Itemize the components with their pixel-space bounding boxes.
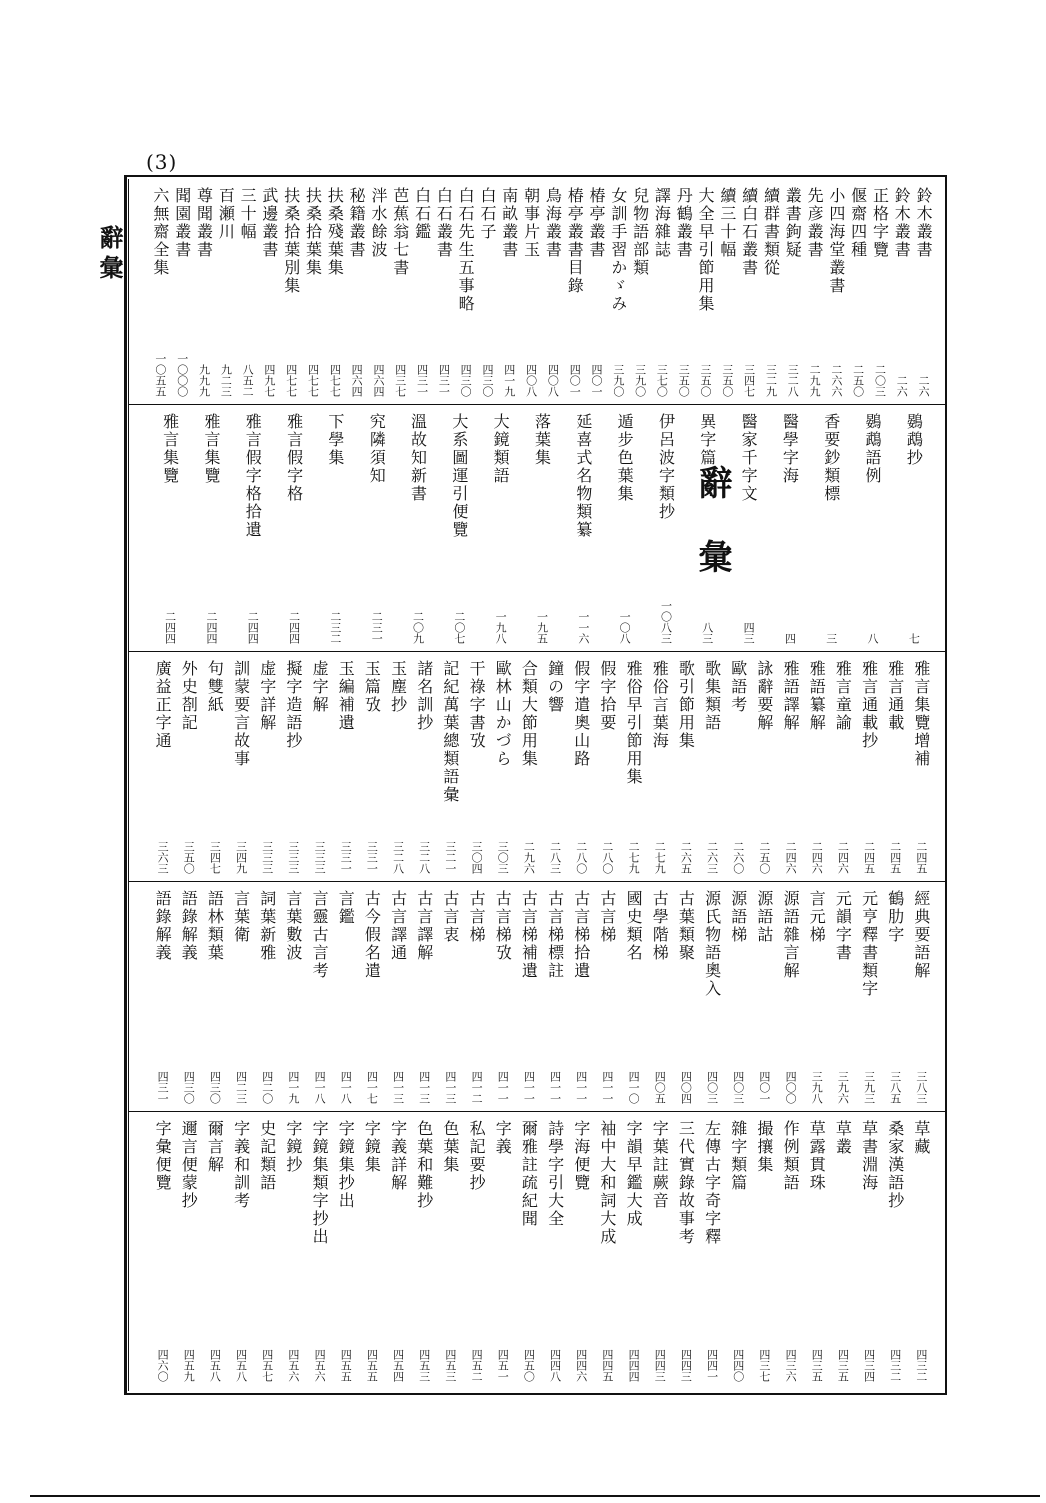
entry-title: 字義和訓考 bbox=[231, 1120, 251, 1210]
entry-title: 言鑑 bbox=[336, 890, 356, 926]
entry-title: 源語雜言解 bbox=[781, 890, 801, 980]
entry-title: 爾言解 bbox=[205, 1120, 225, 1174]
entry-page-number: 三四九 bbox=[234, 841, 248, 874]
entry-page-number: 三五〇 bbox=[677, 364, 691, 397]
entry-page-number: 四一七 bbox=[365, 1071, 379, 1104]
entry-page-number: 四三六 bbox=[784, 1349, 798, 1382]
entry-page-number: 四五八 bbox=[234, 1349, 248, 1382]
entry-title: 元韻字書 bbox=[833, 890, 853, 962]
entry-page-number: 四二三 bbox=[234, 1071, 248, 1104]
entry-page-number: 二四五 bbox=[888, 841, 902, 874]
entry-title: 香要鈔類標 bbox=[821, 413, 841, 503]
entry-title: 源氏物語奧入 bbox=[702, 890, 722, 998]
entry-page-number: 三八三 bbox=[914, 1071, 928, 1104]
index-band bbox=[128, 179, 945, 405]
entry-page-number: 二六五 bbox=[679, 841, 693, 874]
entry-page-number: 四〇一 bbox=[590, 364, 603, 397]
entry-title: 白石鑑 bbox=[412, 187, 432, 241]
entry-page-number: 四三一 bbox=[437, 364, 451, 397]
entry-page-number: 九二三 bbox=[219, 364, 233, 397]
entry-page-number: 三四七 bbox=[208, 841, 222, 874]
index-band bbox=[128, 405, 945, 652]
running-title: 辭彙 bbox=[95, 225, 124, 285]
entry-title: 南畝叢書 bbox=[499, 187, 519, 259]
entry-title: 遁步色葉集 bbox=[615, 413, 635, 503]
entry-page-number: 二〇七 bbox=[452, 611, 466, 644]
entry-page-number: 四五三 bbox=[417, 1349, 431, 1382]
entry-title: 字義 bbox=[493, 1120, 513, 1156]
entry-page-number: 三九三 bbox=[862, 1071, 876, 1104]
entry-title: 玉塵抄 bbox=[388, 660, 408, 714]
entry-page-number: 二九六 bbox=[522, 841, 536, 874]
entry-title: 鳥海叢書 bbox=[543, 187, 563, 259]
entry-page-number: 四五五 bbox=[365, 1349, 379, 1382]
entry-page-number: 四七七 bbox=[306, 364, 320, 397]
entry-page-number: 八三 bbox=[700, 622, 714, 644]
entry-title: 大系圖運引便覽 bbox=[449, 413, 469, 539]
entry-title: 古葉類聚 bbox=[676, 890, 696, 962]
entry-page-number: 三三三 bbox=[286, 841, 300, 874]
entry-page-number: 四一九 bbox=[502, 364, 516, 397]
entry-page-number: 二四五 bbox=[862, 841, 876, 874]
entry-page-number: 三三三 bbox=[313, 841, 327, 874]
index-band bbox=[128, 652, 945, 882]
entry-page-number: 四三 bbox=[742, 622, 756, 644]
entry-page-number: 八 bbox=[866, 633, 880, 644]
entry-title: 虚字詳解 bbox=[257, 660, 277, 732]
entry-page-number: 三八五 bbox=[888, 1071, 902, 1104]
entry-page-number: 二九九 bbox=[808, 364, 822, 397]
entry-page-number: 三五〇 bbox=[699, 364, 713, 397]
entry-page-number: 四〇八 bbox=[546, 364, 560, 397]
entry-page-number: 三五〇 bbox=[720, 364, 734, 397]
entry-page-number: 二〇三 bbox=[873, 364, 887, 397]
entry-page-number: 四七七 bbox=[328, 364, 342, 397]
entry-title: 元亨釋書類字 bbox=[859, 890, 879, 998]
entry-page-number: 四三一 bbox=[156, 1071, 170, 1104]
entry-title: 落葉集 bbox=[532, 413, 552, 467]
entry-title: 百瀬川 bbox=[216, 187, 236, 241]
entry-page-number: 一〇八 bbox=[618, 611, 632, 644]
entry-page-number: 三九六 bbox=[836, 1071, 850, 1104]
entry-title: 擬字造語抄 bbox=[283, 660, 303, 750]
entry-title: 古今假名遣 bbox=[362, 890, 382, 980]
entry-title: 古言梯 bbox=[597, 890, 617, 944]
entry-title: 六無齋全集 bbox=[150, 187, 170, 277]
entry-title: 扶桑拾葉集 bbox=[303, 187, 323, 277]
entry-title: 字海便覽 bbox=[571, 1120, 591, 1192]
entry-title: 鶴肋字 bbox=[885, 890, 905, 944]
entry-page-number: 二六 bbox=[895, 375, 909, 397]
entry-page-number: 七 bbox=[907, 633, 921, 644]
entry-page-number: 四一三 bbox=[391, 1071, 405, 1104]
entry-page-number: 二四四 bbox=[287, 611, 301, 644]
entry-page-number: 四四五 bbox=[600, 1349, 614, 1382]
entry-title: 朝事片玉 bbox=[521, 187, 541, 259]
entry-title: 外史剳記 bbox=[179, 660, 199, 732]
entry-page-number: 四九七 bbox=[262, 364, 276, 397]
entry-title: 白石先生五事略 bbox=[456, 187, 476, 313]
entry-page-number: 三三一 bbox=[339, 841, 353, 874]
entry-page-number: 二六三 bbox=[705, 841, 719, 874]
entry-page-number: 四一一 bbox=[574, 1071, 588, 1104]
entry-page-number: 四一三 bbox=[443, 1071, 457, 1104]
entry-title: 鈴木叢書 bbox=[914, 187, 934, 259]
entry-title: 雅言假字格拾遺 bbox=[243, 413, 263, 539]
entry-title: 假字遣奧山路 bbox=[571, 660, 591, 768]
entry-title: 雅言通載抄 bbox=[859, 660, 879, 750]
entry-title: 經典要語解 bbox=[911, 890, 931, 980]
entry-page-number: 四六〇 bbox=[156, 1349, 170, 1382]
entry-page-number: 四三二 bbox=[888, 1349, 902, 1382]
entry-title: 字彙便覽 bbox=[153, 1120, 173, 1192]
entry-page-number: 二〇九 bbox=[411, 611, 425, 644]
entry-title: 訓蒙要言故事 bbox=[231, 660, 251, 768]
entry-title: 源語詁 bbox=[754, 890, 774, 944]
entry-page-number: 四一〇 bbox=[627, 1071, 641, 1104]
entry-page-number: 四三〇 bbox=[459, 364, 473, 397]
entry-title: 字鏡集 bbox=[362, 1120, 382, 1174]
entry-page-number: 四〇〇 bbox=[784, 1071, 798, 1104]
entry-title: 兒物語部類 bbox=[630, 187, 650, 277]
entry-title: 武邊叢書 bbox=[259, 187, 279, 259]
entry-page-number: 四三一 bbox=[415, 364, 429, 397]
entry-page-number: 二六〇 bbox=[731, 841, 745, 874]
entry-title: 草叢 bbox=[833, 1120, 853, 1156]
entry-page-number: 一九八 bbox=[494, 611, 508, 644]
entry-title: 語林類葉 bbox=[205, 890, 225, 962]
entry-title: 歐林山かづら bbox=[493, 660, 513, 768]
entry-page-number: 四六四 bbox=[371, 364, 385, 397]
entry-page-number: 四四六 bbox=[574, 1349, 588, 1382]
entry-page-number: 二四五 bbox=[914, 841, 928, 874]
entry-title: 三代實錄故事考 bbox=[676, 1120, 696, 1246]
entry-page-number: 四五六 bbox=[313, 1349, 327, 1382]
entry-title: 續三十幅 bbox=[717, 187, 737, 259]
entry-page-number: 四二〇 bbox=[260, 1071, 274, 1104]
entry-page-number: 二七九 bbox=[653, 841, 667, 874]
entry-title: 歌引節用集 bbox=[676, 660, 696, 750]
entry-title: 言元梯 bbox=[807, 890, 827, 944]
entry-page-number: 四一三 bbox=[417, 1071, 431, 1104]
entry-page-number: 四五四 bbox=[391, 1349, 405, 1382]
entry-page-number: 四〇五 bbox=[653, 1071, 667, 1104]
entry-title: 異字篇 bbox=[697, 413, 717, 467]
page-number: (3) bbox=[146, 150, 178, 174]
entry-title: 色葉和難抄 bbox=[414, 1120, 434, 1210]
entry-title: 鐘の響 bbox=[545, 660, 565, 714]
entry-title: 扶桑拾葉別集 bbox=[281, 187, 301, 295]
entry-title: 大鏡類語 bbox=[491, 413, 511, 485]
entry-title: 椿亭叢書目錄 bbox=[565, 187, 585, 295]
entry-title: 字鏡集抄出 bbox=[336, 1120, 356, 1210]
entry-title: 歐語考 bbox=[728, 660, 748, 714]
entry-page-number: 四五七 bbox=[260, 1349, 274, 1382]
entry-page-number: 四三五 bbox=[836, 1349, 850, 1382]
entry-page-number: 四三七 bbox=[393, 364, 407, 397]
entry-title: 字葉註蕨音 bbox=[650, 1120, 670, 1210]
entry-title: 左傳古字奇字釋 bbox=[702, 1120, 722, 1246]
entry-title: 丹鶴叢書 bbox=[674, 187, 694, 259]
entry-title: 古言譯解 bbox=[414, 890, 434, 962]
entry-title: 古言梯補遺 bbox=[519, 890, 539, 980]
entry-title: 廣益正字通 bbox=[153, 660, 173, 750]
entry-page-number: 四三〇 bbox=[182, 1071, 196, 1104]
entry-title: 三十幅 bbox=[238, 187, 258, 241]
entry-page-number: 四〇一 bbox=[757, 1071, 771, 1104]
entry-title: 古言梯拾遺 bbox=[571, 890, 591, 980]
entry-title: 小四海堂叢書 bbox=[826, 187, 846, 295]
entry-title: 正格字覽 bbox=[870, 187, 890, 259]
entry-title: 鷃鵡抄 bbox=[904, 413, 924, 467]
entry-title: 秘籍叢書 bbox=[347, 187, 367, 259]
entry-page-number: 一〇五五 bbox=[153, 353, 167, 397]
entry-page-number: 二四六 bbox=[810, 841, 824, 874]
entry-title: 尊聞叢書 bbox=[194, 187, 214, 259]
entry-title: 椿亭叢書 bbox=[587, 187, 606, 259]
entry-page-number: 四一九 bbox=[286, 1071, 300, 1104]
entry-title: 雅語譯解 bbox=[781, 660, 801, 732]
entry-page-number: 四七七 bbox=[284, 364, 298, 397]
entry-title: 國史類名 bbox=[624, 890, 644, 962]
entry-page-number: 四〇四 bbox=[679, 1071, 693, 1104]
entry-page-number: 四一一 bbox=[522, 1071, 536, 1104]
entry-title: 鈴木叢書 bbox=[892, 187, 912, 259]
entry-title: 古言梯攷 bbox=[493, 890, 513, 962]
entry-page-number: 四一一 bbox=[496, 1071, 510, 1104]
entry-page-number: 三二九 bbox=[764, 364, 778, 397]
entry-title: 語錄解義 bbox=[179, 890, 199, 962]
entry-title: 草書淵海 bbox=[859, 1120, 879, 1192]
entry-title: 雅言通載 bbox=[885, 660, 905, 732]
entry-title: 雜字類篇 bbox=[728, 1120, 748, 1192]
entry-page-number: 四三〇 bbox=[480, 364, 494, 397]
entry-page-number: 三 bbox=[824, 633, 838, 644]
entry-title: 詞葉新雅 bbox=[257, 890, 277, 962]
entry-page-number: 四五二 bbox=[470, 1349, 484, 1382]
entry-title: 草藏 bbox=[911, 1120, 931, 1156]
entry-page-number: 四四四 bbox=[627, 1349, 641, 1382]
entry-title: 桑家漢語抄 bbox=[885, 1120, 905, 1210]
entry-title: 諸名訓抄 bbox=[414, 660, 434, 732]
entry-page-number: 四三四 bbox=[862, 1349, 876, 1382]
entry-title: 古言譯通 bbox=[388, 890, 408, 962]
entry-page-number: 二四四 bbox=[163, 611, 177, 644]
entry-title: 作例類語 bbox=[781, 1120, 801, 1192]
entry-title: 言葉衛 bbox=[231, 890, 251, 944]
entry-title: 虚字解 bbox=[310, 660, 330, 714]
entry-page-number: 四一八 bbox=[339, 1071, 353, 1104]
index-band bbox=[128, 1112, 945, 1390]
entry-page-number: 二四四 bbox=[204, 611, 218, 644]
entry-title: 大全早引節用集 bbox=[696, 187, 716, 313]
entry-title: 雅言集覽增補 bbox=[911, 660, 931, 768]
entry-page-number: 四四一 bbox=[705, 1349, 719, 1382]
entry-title: 古言梯 bbox=[467, 890, 487, 944]
entry-title: 詠辭要解 bbox=[754, 660, 774, 732]
index-band bbox=[128, 882, 945, 1112]
entry-page-number: 四一一 bbox=[600, 1071, 614, 1104]
entry-page-number: 二四六 bbox=[836, 841, 850, 874]
entry-title: 偃齋四種 bbox=[848, 187, 868, 259]
entry-title: 玉編補遺 bbox=[336, 660, 356, 732]
entry-page-number: 三七〇 bbox=[655, 364, 669, 397]
entry-page-number: 二五〇 bbox=[757, 841, 771, 874]
entry-page-number: 二四六 bbox=[784, 841, 798, 874]
entry-page-number: 四〇三 bbox=[731, 1071, 745, 1104]
entry-page-number: 三〇四 bbox=[470, 841, 484, 874]
entry-title: 史記類語 bbox=[257, 1120, 277, 1192]
entry-page-number: 二七九 bbox=[627, 841, 641, 874]
entry-page-number: 三三三 bbox=[260, 841, 274, 874]
entry-title: 歌集類語 bbox=[702, 660, 722, 732]
entry-title: 古言衷 bbox=[440, 890, 460, 944]
entry-page-number: 三二一 bbox=[443, 841, 457, 874]
entry-page-number: 四五〇 bbox=[522, 1349, 536, 1382]
entry-page-number: 四四三 bbox=[653, 1349, 667, 1382]
entry-page-number: 三九〇 bbox=[611, 364, 625, 397]
entry-page-number: 二三二 bbox=[328, 611, 342, 644]
entry-title: 邇言便蒙抄 bbox=[179, 1120, 199, 1210]
entry-title: 雅俗早引節用集 bbox=[624, 660, 644, 786]
entry-title: 雅言童諭 bbox=[833, 660, 853, 732]
entry-title: 鷃鵡語例 bbox=[863, 413, 883, 485]
entry-title: 字鏡抄 bbox=[283, 1120, 303, 1174]
entry-title: 雅語纂解 bbox=[807, 660, 827, 732]
entry-title: 玉篇攷 bbox=[362, 660, 382, 714]
entry-title: 女訓手習かゞみ bbox=[608, 187, 628, 313]
entry-title: 雅言假字格 bbox=[284, 413, 304, 503]
section-heading: 辭彙 bbox=[692, 465, 732, 613]
entry-title: 爾雅註疏紀聞 bbox=[519, 1120, 539, 1228]
entry-page-number: 八五二 bbox=[241, 364, 255, 397]
entry-title: 叢書鉤疑 bbox=[783, 187, 803, 259]
entry-title: 雅俗言葉海 bbox=[650, 660, 670, 750]
entry-page-number: 一〇八三 bbox=[659, 600, 673, 644]
entry-page-number: 四五六 bbox=[286, 1349, 300, 1382]
entry-page-number: 二五〇 bbox=[851, 364, 865, 397]
entry-page-number: 四五三 bbox=[443, 1349, 457, 1382]
entry-title: 醫家千字文 bbox=[739, 413, 759, 503]
entry-page-number: 四三五 bbox=[810, 1349, 824, 1382]
entry-title: 白石子 bbox=[477, 187, 497, 241]
entry-title: 源語梯 bbox=[728, 890, 748, 944]
entry-page-number: 四四三 bbox=[679, 1349, 693, 1382]
entry-title: 字鏡集類字抄出 bbox=[310, 1120, 330, 1246]
entry-title: 詩學字引大全 bbox=[545, 1120, 565, 1228]
entry-page-number: 三五〇 bbox=[182, 841, 196, 874]
entry-title: 溫故知新書 bbox=[408, 413, 428, 503]
entry-title: 雅言集覽 bbox=[201, 413, 221, 485]
entry-page-number: 四五九 bbox=[182, 1349, 196, 1382]
entry-page-number: 九九九 bbox=[197, 364, 211, 397]
entry-title: 譯海雜誌 bbox=[652, 187, 672, 259]
entry-page-number: 四五八 bbox=[208, 1349, 222, 1382]
entry-title: 聞園叢書 bbox=[172, 187, 192, 259]
entry-title: 醫學字海 bbox=[780, 413, 800, 485]
entry-title: 古學階梯 bbox=[650, 890, 670, 962]
entry-page-number: 三二八 bbox=[417, 841, 431, 874]
entry-page-number: 二六 bbox=[917, 375, 931, 397]
entry-title: 續群書類從 bbox=[761, 187, 781, 277]
entry-page-number: 四〇一 bbox=[568, 364, 582, 397]
entry-page-number: 三六三 bbox=[156, 841, 170, 874]
entry-title: 扶桑殘葉集 bbox=[325, 187, 345, 277]
entry-page-number: 四四〇 bbox=[731, 1349, 745, 1382]
entry-title: 古言梯標註 bbox=[545, 890, 565, 980]
entry-title: 干祿字書攷 bbox=[467, 660, 487, 750]
entry-title: 草露貫珠 bbox=[807, 1120, 827, 1192]
entry-page-number: 一九五 bbox=[535, 611, 549, 644]
entry-page-number: 三〇三 bbox=[496, 841, 510, 874]
entry-title: 句雙紙 bbox=[205, 660, 225, 714]
entry-title: 究隣須知 bbox=[367, 413, 387, 485]
entry-title: 記紀萬葉總類語彙 bbox=[440, 660, 460, 804]
entry-title: 先彦叢書 bbox=[805, 187, 825, 259]
entry-page-number: 三九〇 bbox=[633, 364, 647, 397]
entry-title: 字韻早鑑大成 bbox=[624, 1120, 644, 1228]
entry-page-number: 二八〇 bbox=[574, 841, 588, 874]
entry-page-number: 四一二 bbox=[470, 1071, 484, 1104]
entry-title: 袖中大和詞大成 bbox=[597, 1120, 617, 1246]
entry-title: 合類大節用集 bbox=[519, 660, 539, 768]
bottom-rule bbox=[30, 1495, 1040, 1497]
entry-title: 伊呂波字類抄 bbox=[656, 413, 676, 521]
entry-title: 私記要抄 bbox=[467, 1120, 487, 1192]
entry-page-number: 二三一 bbox=[370, 611, 384, 644]
entry-title: 芭蕉翁七書 bbox=[390, 187, 410, 277]
entry-title: 續白石叢書 bbox=[739, 187, 759, 277]
entry-page-number: 二八〇 bbox=[600, 841, 614, 874]
entry-page-number: 一一六 bbox=[576, 611, 590, 644]
entry-page-number: 四三七 bbox=[757, 1349, 771, 1382]
entry-page-number: 四四八 bbox=[548, 1349, 562, 1382]
entry-title: 泮水餘波 bbox=[368, 187, 388, 259]
entry-title: 撮攘集 bbox=[754, 1120, 774, 1174]
entry-page-number: 二六六 bbox=[829, 364, 843, 397]
entry-page-number: 二八三 bbox=[548, 841, 562, 874]
entry-title: 語錄解義 bbox=[153, 890, 173, 962]
entry-title: 言靈古言考 bbox=[310, 890, 330, 980]
entry-page-number: 三二八 bbox=[391, 841, 405, 874]
entry-title: 假字拾要 bbox=[597, 660, 617, 732]
entry-page-number: 四五一 bbox=[496, 1349, 510, 1382]
entry-page-number: 三三一 bbox=[365, 841, 379, 874]
entry-title: 言葉數波 bbox=[283, 890, 303, 962]
entry-title: 雅言集覽 bbox=[160, 413, 180, 485]
entry-page-number: 四一八 bbox=[313, 1071, 327, 1104]
entry-page-number: 四 bbox=[783, 633, 797, 644]
entry-title: 色葉集 bbox=[440, 1120, 460, 1174]
entry-page-number: 四〇三 bbox=[705, 1071, 719, 1104]
entry-title: 延喜式名物類纂 bbox=[573, 413, 593, 539]
entry-title: 字義詳解 bbox=[388, 1120, 408, 1192]
entry-page-number: 三九八 bbox=[810, 1071, 824, 1104]
entry-page-number: 三四七 bbox=[742, 364, 756, 397]
entry-title: 下學集 bbox=[325, 413, 345, 467]
entry-page-number: 四五五 bbox=[339, 1349, 353, 1382]
entry-page-number: 四一一 bbox=[548, 1071, 562, 1104]
entry-page-number: 二四四 bbox=[246, 611, 260, 644]
entry-page-number: 四六四 bbox=[350, 364, 364, 397]
entry-title: 白石叢書 bbox=[434, 187, 454, 259]
entry-page-number: 四三二 bbox=[914, 1349, 928, 1382]
entry-page-number: 三二八 bbox=[786, 364, 800, 397]
entry-page-number: 一〇〇〇 bbox=[175, 353, 189, 397]
entry-page-number: 四〇八 bbox=[524, 364, 538, 397]
entry-page-number: 四三〇 bbox=[208, 1071, 222, 1104]
